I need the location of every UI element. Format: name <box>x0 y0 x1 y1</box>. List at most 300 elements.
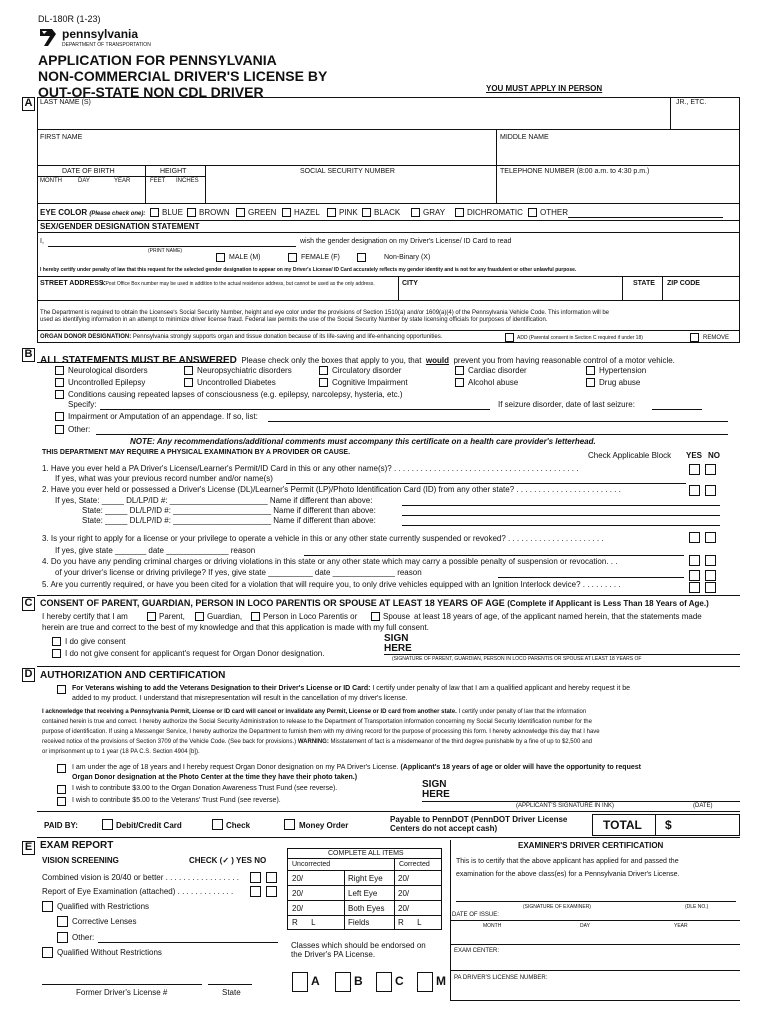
fields-label: Fields <box>348 918 370 927</box>
divider <box>662 276 663 300</box>
divider <box>450 944 740 945</box>
city-label: CITY <box>402 280 418 287</box>
both-eyes-uncorrected[interactable]: 20/ <box>292 904 304 913</box>
not-give-consent-label: I do not give consent for applicant's request for Organ Donor designation. <box>65 649 325 658</box>
divider <box>37 300 740 301</box>
spouse-label: Spouse <box>383 612 411 621</box>
question-3: 3. Is your right to apply for a license or your privilege to operate a vehicle in this or any other state currently suspended or revoked? . . . . . . . . . . . . . . . . . . . . . . <box>42 534 604 543</box>
organ-donor-label: ORGAN DONOR DESIGNATION: <box>40 334 132 340</box>
debit-credit-label: Debit/Credit Card <box>116 821 182 830</box>
section-e-label: E <box>22 841 35 855</box>
question-2b: State: _____ DL/LP/ID #: ______________________ Name if different than above: <box>82 506 376 515</box>
date-label: (DATE) <box>693 803 713 809</box>
alcohol-checkbox[interactable] <box>455 378 464 387</box>
section-c-note: (Complete if Applicant is Less Than 18 Years of Age.) <box>507 599 709 608</box>
question-1: 1. Have you ever held a PA Driver's License/Learner's Permit/ID Card in this or any other name(s)? . . . . . . . . . . . . . . . . . . . . . . . . . . . . . . . . . . . . . . . . . . <box>42 464 579 473</box>
eye-color-row <box>40 208 145 217</box>
divider <box>37 811 740 812</box>
q4-no-checkbox[interactable] <box>705 555 716 566</box>
form-number: DL-180R (1-23) <box>38 14 101 24</box>
not-give-consent-checkbox[interactable] <box>52 649 61 658</box>
gender-wish-text: wish the gender designation on my Driver's License/ ID Card to read <box>300 238 512 245</box>
question-4b: of your driver's license or driving privilege? If yes, give state __________ date ______________ reason <box>55 568 422 577</box>
eye-other-checkbox[interactable] <box>528 208 537 217</box>
day-label: DAY <box>78 178 90 184</box>
ack-text-3: purpose of identification. If using a Messenger Service, I hereby authorize the Department to furnish them with my driving record for the purpose of processing this form. I hereby acknowledge this day that I have <box>42 729 600 735</box>
check-payment-label: Check <box>226 821 251 830</box>
loco-parentis-label: Person in Loco Parentis or <box>263 612 358 621</box>
class-m-checkbox[interactable] <box>417 972 433 992</box>
divider <box>622 276 623 300</box>
divider <box>670 97 671 129</box>
paid-by-label: PAID BY: <box>44 821 78 830</box>
eye-other-label: OTHER <box>540 208 568 217</box>
year-label: YEAR <box>114 178 131 184</box>
class-a-label: A <box>311 974 320 988</box>
class-m-label: M <box>436 974 446 988</box>
check-payment-checkbox[interactable] <box>212 819 223 830</box>
consciousness-label: Conditions causing repeated lapses of consciousness (e.g. epilepsy, narcolepsy, hysteria, etc.) <box>68 390 403 399</box>
sign-here-arrow-d <box>422 780 450 800</box>
right-eye-uncorrected[interactable]: 20/ <box>292 874 304 883</box>
eye-gray-label: GRAY <box>423 208 446 217</box>
section-b-intro: Please check only the boxes that apply to you, that <box>241 356 422 365</box>
issue-year-label: YEAR <box>674 923 688 929</box>
divider <box>37 232 740 233</box>
ssn-text-2: used as identifying information in an attempt to minimize driver license fraud. Federal law permits the use of the Social Security Number by state licensing officials for purposes of identification. <box>40 316 548 323</box>
section-d-label: D <box>22 668 35 682</box>
circulatory-label: Circulatory disorder <box>332 366 402 375</box>
other-condition-checkbox[interactable] <box>55 425 64 434</box>
divider <box>655 814 656 836</box>
q1-yes-checkbox[interactable] <box>689 464 700 475</box>
first-name-label: FIRST NAME <box>40 134 83 141</box>
feet-label: FEET <box>150 178 166 184</box>
ack-text-6: or imprisonment up to 1 year (18 PA C.S. Section 4904 [b]). <box>42 749 200 755</box>
yes-header: YES <box>686 451 703 460</box>
eye-blue-checkbox[interactable] <box>150 208 159 217</box>
cardiac-label: Cardiac disorder <box>468 366 527 375</box>
other-restriction-line[interactable] <box>98 942 278 943</box>
examiner-text <box>456 855 680 881</box>
diabetes-label: Uncontrolled Diabetes <box>197 378 276 387</box>
apply-in-person: YOU MUST APPLY IN PERSON <box>486 84 603 93</box>
divider <box>287 870 442 871</box>
combined-vision-no[interactable] <box>266 872 277 883</box>
hypertension-checkbox[interactable] <box>586 366 595 375</box>
divider <box>205 165 206 203</box>
eye-brown-label: BROWN <box>199 208 230 217</box>
both-eyes-label: Both Eyes <box>348 904 385 913</box>
eye-green-checkbox[interactable] <box>236 208 245 217</box>
phone-label: TELEPHONE NUMBER (8:00 a.m. to 4:30 p.m.) <box>500 168 650 175</box>
divider <box>287 885 442 886</box>
eye-hazel-checkbox[interactable] <box>282 208 291 217</box>
other-restriction-label: Other: <box>72 933 95 942</box>
month-label: MONTH <box>40 178 62 184</box>
dob-label: DATE OF BIRTH <box>62 168 115 175</box>
sign-here-arrow-c <box>384 634 412 654</box>
sex-statement-title: SEX/GENDER DESIGNATION STATEMENT <box>40 222 200 231</box>
qualified-without-label: Qualified Without Restrictions <box>57 948 162 957</box>
dollar-sign: $ <box>665 818 672 832</box>
classes-line-2: the Driver's PA License. <box>291 950 376 960</box>
q3-no-checkbox[interactable] <box>705 532 716 543</box>
eye-pink-label: PINK <box>339 208 358 217</box>
divider <box>287 900 442 901</box>
q3-yes-checkbox[interactable] <box>689 532 700 543</box>
question-4: 4. Do you have any pending criminal charges or driving violations in this state or any other state which may carry a possible penalty of suspension or revocation. . . <box>42 557 618 566</box>
veterans-bold: For Veterans wishing to add the Veterans Designation to their Driver's License or ID Card: <box>72 685 371 692</box>
street-address-note: A Post Office Box number may be used in addition to the actual residence address, but cannot be used as the only address. <box>101 281 375 287</box>
class-a-checkbox[interactable] <box>292 972 308 992</box>
eye-dichromatic-checkbox[interactable] <box>455 208 464 217</box>
exam-center-label: EXAM CENTER: <box>454 948 500 954</box>
q2a-name-line[interactable] <box>402 505 720 506</box>
ack-text-4: received notice of the provisions of Section 3709 of the Vehicle Code. (See back for provisions.) <box>42 739 297 745</box>
parent-checkbox[interactable] <box>147 612 156 621</box>
question-2c: State: _____ DL/LP/ID #: ______________________ Name if different than above: <box>82 516 376 525</box>
seizure-date-line[interactable] <box>652 409 702 410</box>
divider <box>37 276 740 277</box>
section-c-header <box>40 598 709 608</box>
print-name-label: (PRINT NAME) <box>148 248 183 254</box>
zip-label: ZIP CODE <box>667 280 700 287</box>
both-eyes-corrected[interactable]: 20/ <box>398 904 410 913</box>
organ-add-label: ADD (Parental consent in Section C required if under 18) <box>517 335 643 341</box>
divider <box>496 165 497 203</box>
eye-exam-yes[interactable] <box>250 886 261 897</box>
sign-text-d: SIGN <box>422 779 447 790</box>
pa-license-number-label: PA DRIVER'S LICENSE NUMBER: <box>454 975 548 981</box>
drug-abuse-label: Drug abuse <box>599 378 641 387</box>
eye-exam-no[interactable] <box>266 886 277 897</box>
penndot-logo-icon <box>38 26 60 48</box>
title-line-2: NON-COMMERCIAL DRIVER'S LICENSE BY <box>38 68 328 84</box>
logo-text: pennsylvania <box>62 27 139 41</box>
eye-pink-checkbox[interactable] <box>327 208 336 217</box>
state-label: STATE <box>633 280 655 287</box>
payable-line-1: Payable to PennDOT (PennDOT Driver License <box>390 815 568 824</box>
check-block-label: Check Applicable Block <box>588 451 672 460</box>
question-1b: If yes, what was your previous record number and/or name(s) <box>55 474 273 483</box>
eye-exam-report-label: Report of Eye Examination (attached) . . . . . . . . . . . . . <box>42 887 234 896</box>
gender-male-label: MALE (M) <box>229 254 261 261</box>
organ-fund-label: I wish to contribute $3.00 to the Organ Donation Awareness Trust Fund (see reverse). <box>72 785 338 792</box>
middle-name-label: MIDDLE NAME <box>500 134 549 141</box>
divider <box>37 203 740 204</box>
debit-credit-checkbox[interactable] <box>102 819 113 830</box>
gender-male-checkbox[interactable] <box>216 253 225 262</box>
no-header: NO <box>708 451 720 460</box>
divider <box>398 276 399 300</box>
eye-gray-checkbox[interactable] <box>411 208 420 217</box>
question-3b: If yes, give state _______ date ______________ reason <box>55 546 256 555</box>
veterans-checkbox[interactable] <box>57 685 66 694</box>
give-consent-checkbox[interactable] <box>52 637 61 646</box>
print-name-line[interactable] <box>48 246 296 247</box>
q5-no-checkbox[interactable] <box>705 582 716 593</box>
class-b-checkbox[interactable] <box>335 972 351 992</box>
q1-no-checkbox[interactable] <box>705 464 716 475</box>
eye-brown-checkbox[interactable] <box>187 208 196 217</box>
other-restriction-checkbox[interactable] <box>57 932 68 943</box>
jr-label: JR., ETC. <box>676 99 707 106</box>
divider <box>37 837 740 838</box>
veterans-fund-label: I wish to contribute $5.00 to the Veterans' Trust Fund (see reverse). <box>72 797 281 804</box>
question-2a: If yes, State: _____ DL/LP/ID #: ______________________ Name if different than above: <box>55 496 373 505</box>
divider <box>37 666 740 667</box>
date-of-issue-label: DATE OF ISSUE: <box>452 912 499 918</box>
right-eye-corrected[interactable]: 20/ <box>398 874 410 883</box>
combined-vision-label: Combined vision is 20/40 or better . . . . . . . . . . . . . . . . . <box>42 873 239 882</box>
guardian-label: Guardian, <box>207 612 243 621</box>
q2b-name-line[interactable] <box>402 515 720 516</box>
check-yes-no-header: CHECK (✓ ) YES NO <box>189 856 267 865</box>
last-name-label: LAST NAME (S) <box>40 99 91 106</box>
consent-line-2: herein are true and correct to the best of my knowledge and that this application is made with my full consent. <box>42 623 429 632</box>
former-state-label: State <box>222 988 241 997</box>
dle-label: (DLE NO.) <box>685 904 709 910</box>
divider <box>287 915 442 916</box>
cognitive-checkbox[interactable] <box>319 378 328 387</box>
divider <box>37 362 227 363</box>
veterans-fund-checkbox[interactable] <box>57 797 66 806</box>
examiner-text-1: This is to certify that the above applicant has applied for and passed the <box>456 858 679 865</box>
circulatory-checkbox[interactable] <box>319 366 328 375</box>
guardian-checkbox[interactable] <box>195 612 204 621</box>
alcohol-label: Alcohol abuse <box>468 378 519 387</box>
section-d-title: AUTHORIZATION AND CERTIFICATION <box>40 670 226 681</box>
gender-nonbinary-checkbox[interactable] <box>357 253 366 262</box>
gender-nonbinary-label: Non-Binary (X) <box>384 254 431 261</box>
section-b-label: B <box>22 348 35 362</box>
organ-request-text: I am under the age of 18 years and I hereby request Organ Donor designation on my PA Driver's License. <box>72 764 399 771</box>
form-title <box>38 52 327 100</box>
former-license-label: Former Driver's License # <box>76 988 168 997</box>
spouse-checkbox[interactable] <box>371 612 380 621</box>
section-a-label: A <box>22 97 35 111</box>
ssn-label: SOCIAL SECURITY NUMBER <box>300 168 395 175</box>
q4b-yes-checkbox[interactable] <box>689 570 700 581</box>
left-eye-uncorrected[interactable]: 20/ <box>292 889 304 898</box>
q4b-line[interactable] <box>498 577 684 578</box>
former-state-line[interactable] <box>208 984 252 985</box>
title-line-3: OUT-OF-STATE NON CDL DRIVER <box>38 84 264 100</box>
impairment-checkbox[interactable] <box>55 412 64 421</box>
physical-exam-notice: THIS DEPARTMENT MAY REQUIRE A PHYSICAL EXAMINATION BY A PROVIDER OR CAUSE. <box>42 449 351 456</box>
ack-bold: I acknowledge that receiving a Pennsylvania Permit, License or ID card will cancel or invalidate any Permit, License or ID card from another state. <box>42 709 457 715</box>
diabetes-checkbox[interactable] <box>184 378 193 387</box>
classes-line-1: Classes which should be endorsed on <box>291 941 426 950</box>
consciousness-checkbox[interactable] <box>55 390 64 399</box>
gender-female-checkbox[interactable] <box>288 253 297 262</box>
inches-label: INCHES <box>176 178 199 184</box>
ssn-disclosure <box>40 310 609 324</box>
divider <box>450 970 740 971</box>
under-18-organ-checkbox[interactable] <box>57 764 66 773</box>
divider <box>450 1000 740 1001</box>
specify-label: Specify: <box>68 400 97 409</box>
q4b-no-checkbox[interactable] <box>705 570 716 581</box>
section-c-title: CONSENT OF PARENT, GUARDIAN, PERSON IN LOCO PARENTIS OR SPOUSE AT LEAST 18 YEARS OF AGE <box>40 598 505 608</box>
divider <box>145 165 146 203</box>
fields-uncorrected[interactable]: R L <box>292 918 316 927</box>
q2-yes-checkbox[interactable] <box>689 485 700 496</box>
eye-black-checkbox[interactable] <box>362 208 371 217</box>
complete-all-items: COMPLETE ALL ITEMS <box>328 850 404 857</box>
divider <box>37 330 740 331</box>
drug-abuse-checkbox[interactable] <box>586 378 595 387</box>
divider <box>37 220 740 221</box>
neurological-checkbox[interactable] <box>55 366 64 375</box>
eye-color-note: (Please check one): <box>89 211 146 217</box>
eye-dichromatic-label: DICHROMATIC <box>467 208 523 217</box>
organ-donor-row <box>40 334 442 340</box>
uncorrected-label: Uncorrected <box>292 861 331 868</box>
issue-month-label: MONTH <box>483 923 502 929</box>
organ-donor-text: Pennsylvania strongly supports organ and tissue donation because of its life-saving and life-enhancing opportunities. <box>132 334 443 340</box>
parent-label: Parent, <box>159 612 185 621</box>
gender-certify-text: I hereby certify under penalty of law that this request for the selected gender designation to appear on my Driver's License/ ID Card accurately reflects my gender identity and is not for any fraudulent or other unlawful purpose. <box>40 267 577 273</box>
divider <box>450 920 740 921</box>
divider <box>496 129 497 165</box>
recommendation-note: NOTE: Any recommendations/additional comments must accompany this certificate on a health care provider's letterhead. <box>130 437 596 446</box>
eye-black-label: BLACK <box>374 208 401 217</box>
height-label: HEIGHT <box>160 168 187 175</box>
divider <box>287 858 442 859</box>
organ-request-row <box>72 764 641 771</box>
divider <box>37 595 740 596</box>
fields-corrected[interactable]: R L <box>398 918 422 927</box>
i-label: I, <box>40 238 44 245</box>
cardiac-checkbox[interactable] <box>455 366 464 375</box>
applicant-signature-label: (APPLICANT'S SIGNATURE IN INK) <box>516 803 615 809</box>
eye-color-label: EYE COLOR <box>40 208 88 217</box>
examiner-text-2: examination for the above class(es) for a Pennsylvania Driver's License. <box>456 871 680 878</box>
divider <box>37 176 205 177</box>
veterans-text: I certify under penalty of law that I am a qualified applicant and hereby request it be <box>372 685 631 692</box>
here-text: HERE <box>384 643 412 654</box>
q1b-line[interactable] <box>286 483 686 484</box>
hypertension-label: Hypertension <box>599 366 647 375</box>
consent-line-1b: at least 18 years of age, of the applicant named herein, that the statements made <box>414 612 702 621</box>
eye-green-label: GREEN <box>248 208 277 217</box>
parent-signature-line[interactable] <box>384 654 740 655</box>
other-condition-label: Other: <box>68 425 91 434</box>
applicant-signature-line[interactable] <box>422 801 740 802</box>
class-c-label: C <box>395 974 404 988</box>
corrected-label: Corrected <box>399 861 430 868</box>
consent-line-1: I hereby certify that I am <box>42 612 128 621</box>
question-2: 2. Have you ever held or possessed a Driver's License (DL)/Learner's Permit (LP)/Photo Identification Card (ID) from any other state? . . . . . . . . . . . . . . . . . . . . . . . . <box>42 485 621 494</box>
impairment-line[interactable] <box>268 421 728 422</box>
examiner-title: EXAMINER'S DRIVER CERTIFICATION <box>518 841 664 850</box>
exam-report-title: EXAM REPORT <box>40 840 114 851</box>
logo-subtext: DEPARTMENT OF TRANSPORTATION <box>62 42 151 48</box>
impairment-label: Impairment or Amputation of an appendage. If so, list: <box>68 412 258 421</box>
class-c-checkbox[interactable] <box>376 972 392 992</box>
sign-text: SIGN <box>384 633 409 644</box>
examiner-signature-line[interactable] <box>456 901 736 902</box>
money-order-checkbox[interactable] <box>284 819 295 830</box>
give-consent-label: I do give consent <box>65 637 126 646</box>
right-eye-label: Right Eye <box>348 874 383 883</box>
acknowledgement-block <box>42 707 600 757</box>
section-b-would: would <box>425 356 449 365</box>
q2-no-checkbox[interactable] <box>705 485 716 496</box>
street-address-label: STREET ADDRESS: <box>40 280 106 287</box>
other-eye-line <box>568 217 723 218</box>
payable-line-2: Centers do not accept cash) <box>390 824 498 834</box>
q4-yes-checkbox[interactable] <box>689 555 700 566</box>
vision-screening-title: VISION SCREENING <box>42 856 119 865</box>
classes-note <box>291 941 426 959</box>
combined-vision-yes[interactable] <box>250 872 261 883</box>
organ-fund-checkbox[interactable] <box>57 785 66 794</box>
corrective-lenses-label: Corrective Lenses <box>72 917 137 926</box>
former-license-line[interactable] <box>42 984 202 985</box>
warning-label: WARNING: <box>297 739 329 745</box>
divider <box>344 870 345 930</box>
organ-add-checkbox[interactable] <box>505 333 514 342</box>
left-eye-corrected[interactable]: 20/ <box>398 889 410 898</box>
veterans-text-2: added to my product. I understand that misrepresentation will result in the cancellation of my driver's license. <box>72 695 408 702</box>
ack-text: I certify under penalty of law that the information <box>458 709 587 715</box>
organ-request-2: Organ Donor designation at the Photo Center at the time they have their photo taken.) <box>72 774 358 781</box>
organ-request-bold: (Applicant's 18 years of age or older will have the opportunity to request <box>400 764 641 771</box>
q2c-name-line[interactable] <box>402 525 720 526</box>
organ-remove-label: REMOVE <box>703 335 730 341</box>
neuropsychiatric-checkbox[interactable] <box>184 366 193 375</box>
epilepsy-checkbox[interactable] <box>55 378 64 387</box>
veterans-row <box>72 685 630 692</box>
divider <box>37 165 740 166</box>
class-b-label: B <box>354 974 363 988</box>
section-b-intro-2: prevent you from having reasonable control of a motor vehicle. <box>453 356 675 365</box>
examiner-signature-label: (SIGNATURE OF EXAMINER) <box>523 904 591 910</box>
specify-line[interactable] <box>100 409 490 410</box>
organ-remove-checkbox[interactable] <box>690 333 699 342</box>
parent-signature-label: (SIGNATURE OF PARENT, GUARDIAN, PERSON IN LOCO PARENTIS OR SPOUSE AT LEAST 18 YEARS OF <box>392 656 642 662</box>
divider <box>394 858 395 930</box>
loco-parentis-checkbox[interactable] <box>251 612 260 621</box>
seizure-label: If seizure disorder, date of last seizure: <box>498 400 635 409</box>
money-order-label: Money Order <box>299 821 349 830</box>
section-c-label: C <box>22 597 35 611</box>
left-eye-label: Left Eye <box>348 889 378 898</box>
total-label: TOTAL <box>603 818 642 832</box>
neurological-label: Neurological disorders <box>68 366 148 375</box>
payable-note <box>390 815 567 833</box>
eye-hazel-label: HAZEL <box>294 208 320 217</box>
corrective-lenses-checkbox[interactable] <box>57 916 68 927</box>
divider <box>37 129 740 130</box>
qualified-restrictions-checkbox[interactable] <box>42 901 53 912</box>
issue-day-label: DAY <box>580 923 590 929</box>
q3b-line[interactable] <box>304 555 684 556</box>
ack-text-2: contained herein is true and correct. I hereby authorize the Social Security Administration to release to the Department of Transportation information concerning my Social Security Identification number for the <box>42 719 592 725</box>
gender-female-label: FEMALE (F) <box>301 254 340 261</box>
title-line-1: APPLICATION FOR PENNSYLVANIA <box>38 52 277 68</box>
q5-yes-checkbox[interactable] <box>689 582 700 593</box>
ssn-text-1: The Department is required to obtain the Licensee's Social Security Number, height and eye color under the provisions of Section 1510(a) and/or 1609(a)(4) of the Pennsylvania Vehicle Code. This information will be <box>40 310 610 316</box>
here-text-d: HERE <box>422 789 450 800</box>
qualified-without-checkbox[interactable] <box>42 947 53 958</box>
epilepsy-label: Uncontrolled Epilepsy <box>68 378 146 387</box>
other-condition-line[interactable] <box>96 434 728 435</box>
ack-text-5: Misstatement of fact is a misdemeanor of the third degree punishable by a fine of up to $2,500 and <box>330 739 592 745</box>
